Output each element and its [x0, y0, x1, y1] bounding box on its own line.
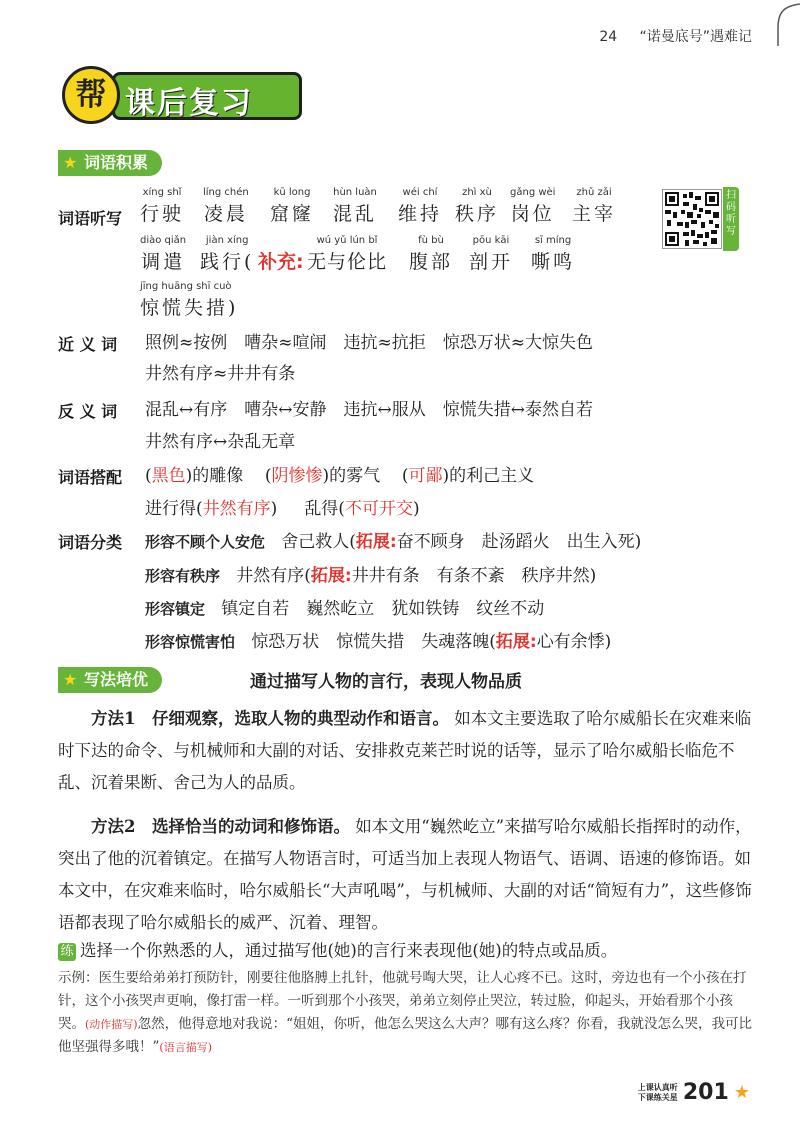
dictation-word: zhì xù 秩序: [455, 187, 500, 225]
synonyms-line: 照例≈按例 嘈杂≈喧闹 违抗≈抗拒 惊恐万状≈大惊失色: [145, 333, 593, 353]
dictation-word: xíng shǐ 行驶: [140, 187, 185, 225]
synonyms-line: 井然有序≈井井有条: [145, 364, 296, 384]
header-chapter: “诺曼底号”遇难记: [639, 29, 752, 45]
exercise-prompt: 练 选择一个你熟悉的人，通过描写他(她)的言行来表现他(她)的特点或品质。: [58, 937, 758, 961]
mascot-icon: ★: [733, 1082, 750, 1103]
dictation-word: zhǔ zǎi 主宰: [572, 187, 617, 225]
classification-row: 形容有秩序 井然有序(拓展:井井有条 有条不紊 秩序井然): [145, 566, 597, 586]
dictation-word: jiàn xíng 践行(: [200, 235, 255, 273]
star-icon: ★: [63, 670, 78, 689]
dictation-word: jīng huāng shī cuò 惊慌失措): [140, 281, 239, 319]
method-1-paragraph: 方法1 仔细观察，选取人物的典型动作和语言。 如本文主要选取了哈尔威船长在灾难来临时下达的命令、与机械师和大副的对话、安排救克莱芒时说的话等，显示了哈尔威船长临危不乱、沉着果断、舍己为人的品质。: [58, 709, 752, 792]
antonyms-label: 反 义 词: [58, 402, 118, 421]
practice-icon: 练: [58, 943, 76, 961]
dictation-label: 词语听写: [58, 209, 123, 228]
help-badge-icon: [62, 66, 120, 124]
dictation-word: hùn luàn 混乱: [333, 187, 378, 225]
speech-description-note: (语言描写): [159, 1041, 212, 1054]
section-title-bar: [112, 72, 302, 120]
dictation-word: kū long 窟窿: [270, 187, 315, 225]
classification-row: 形容不顾个人安危 舍己救人(拓展:奋不顾身 赴汤蹈火 出生入死): [145, 532, 642, 552]
writing-tag: [58, 667, 162, 693]
dictation-word: wéi chí 维持: [398, 187, 443, 225]
method-2-paragraph: 方法2 选择恰当的动词和修饰语。 如本文用“巍然屹立”来描写哈尔威船长指挥时的动作，突出了他的沉着镇定。在描写人物语言时，可适当加上表现人物语气、语调、语速的修饰语。如本文中，在灾难来临时，哈尔威船长“大声吼喝”，与机械师、大副的对话“简短有力”，这些修饰语都表现了哈尔威船长的威严、沉着、理智。: [58, 817, 752, 932]
method-2-heading: 方法2 选择恰当的动词和修饰语。: [91, 817, 350, 836]
dictation-word: gǎng wèi 岗位: [510, 187, 556, 225]
collocation-line: 进行得(井然有序) 乱得(不可开交): [145, 499, 420, 519]
classification-row: 形容镇定 镇定自若 巍然屹立 犹如铁铸 纹丝不动: [145, 599, 545, 619]
writing-title: 通过描写人物的言行，表现人物品质: [250, 672, 522, 692]
running-header: [599, 26, 752, 46]
star-icon: ★: [63, 153, 78, 172]
classification-row: 形容惊慌害怕 惊恐万状 惊慌失措 失魂落魄(拓展:心有余悸): [145, 632, 612, 652]
dictation-word: fù bù 腹部: [409, 235, 454, 273]
collocation-label: 词语搭配: [58, 468, 123, 487]
antonyms-line: 井然有序↔杂乱无章: [145, 432, 296, 452]
sample-answer: 示例：医生要给弟弟打预防针，刚要往他胳膊上扎针，他就号啕大哭，让人心疼不已。这时，旁边也有一个小孩在打针，这个小孩哭声更响，像打雷一样。一听到那个小孩哭，弟弟立刻停止哭泣，转过脸，仰起头，开始看那个小孩哭。(动作描写)忽然，他得意地对我说：“姐姐，你听，他怎么哭这么大声？哪有这么疼？你看，我就没怎么哭，我可比他坚强得多哦！”(语言描写): [58, 970, 752, 1055]
collocation-line: (黑色)的雕像 (阴惨惨)的雾气 (可鄙)的利己主义: [145, 466, 535, 486]
method-1-heading: 方法1 仔细观察，选取人物的典型动作和语言。: [91, 709, 449, 728]
page-number-block: [638, 1080, 750, 1105]
supplement-label: 补充:: [258, 251, 304, 273]
dictation-word: líng chén 凌晨: [203, 187, 249, 225]
help-badge-text: 帮: [75, 77, 107, 113]
dictation-word: diào qiǎn 调遣: [140, 235, 187, 273]
classification-label: 词语分类: [58, 533, 123, 552]
synonyms-label: 近 义 词: [58, 335, 118, 354]
page-number: 201: [682, 1080, 729, 1105]
dictation-word: pōu kāi 剖开: [469, 235, 514, 273]
antonyms-line: 混乱↔有序 嘈杂↔安静 违抗↔服从 惊慌失措↔泰然自若: [145, 400, 593, 420]
page-corner-curl: [744, 0, 800, 56]
action-description-note: (动作描写): [85, 1018, 138, 1031]
writing-tag-label: 写法培优: [84, 670, 149, 689]
footer-slogan: 下课练关星: [637, 1092, 678, 1102]
section-title: 课后复习: [125, 86, 253, 121]
vocab-tag-label: 词语积累: [84, 153, 149, 172]
dictation-word: sī míng 嘶鸣: [531, 235, 576, 273]
header-page-ref: 24: [599, 29, 618, 45]
footer-slogan: 上课认真听: [637, 1082, 678, 1092]
dictation-word: wú yǔ lún bǐ 无与伦比: [307, 235, 388, 273]
qr-dictation-tag[interactable]: 扫码听写: [723, 187, 739, 251]
vocab-tag: [58, 150, 162, 176]
qr-code-icon[interactable]: [662, 189, 722, 249]
